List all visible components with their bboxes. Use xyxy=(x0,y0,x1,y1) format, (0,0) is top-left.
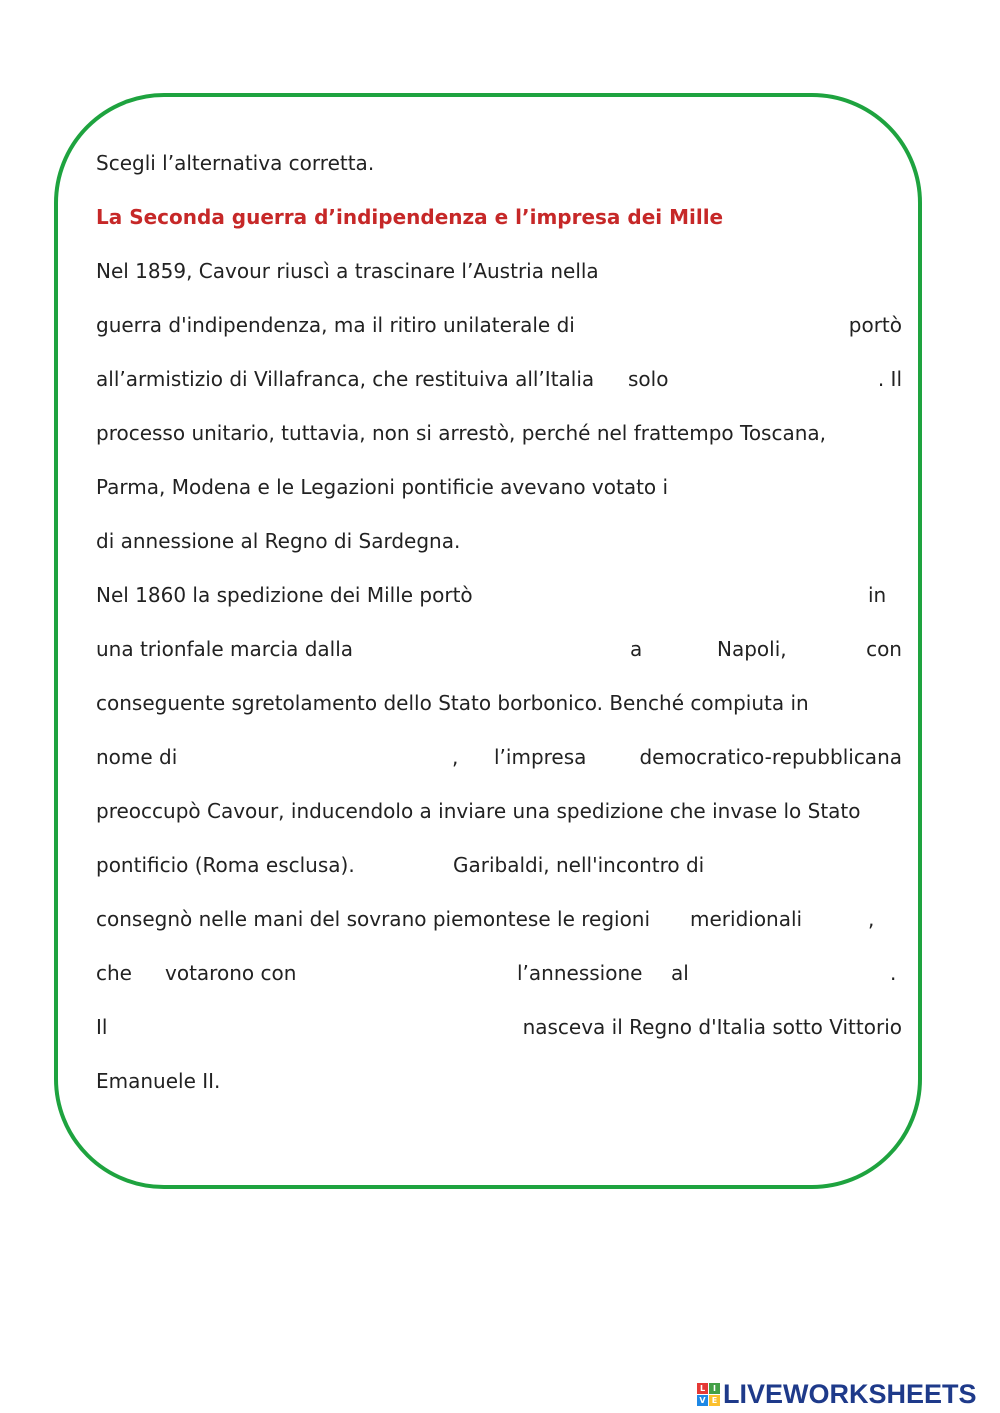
text-line-5: Parma, Modena e le Legazioni pontificie avevano votato i xyxy=(96,472,902,502)
answer-dropdown-5[interactable] xyxy=(376,636,616,662)
answer-dropdown-3[interactable] xyxy=(704,474,894,500)
worksheet-title: La Seconda guerra d’indipendenza e l’impresa dei Mille xyxy=(96,205,724,229)
liveworksheets-logo-text: LIVEWORKSHEETS xyxy=(723,1378,977,1409)
text-line-6: di annessione al Regno di Sardegna. xyxy=(96,529,461,553)
text-line-8: una trionfale marcia dalla a Napoli, con xyxy=(96,637,902,661)
text-line-11: preoccupò Cavour, inducendolo a inviare una spedizione che invase lo Stato xyxy=(96,799,861,823)
text-line-3: all’armistizio di Villafranca, che restituiva all’Italia solo . Il xyxy=(96,367,902,391)
liveworksheets-logo-icon: L I V E xyxy=(697,1383,720,1406)
text-line-15: Il nasceva il Regno d'Italia sotto Vittorio xyxy=(96,1015,902,1039)
answer-dropdown-10[interactable] xyxy=(120,1014,440,1040)
text-line-1: Nel 1859, Cavour riuscì a trascinare l’Austria nella xyxy=(96,259,599,283)
text-line-9: conseguente sgretolamento dello Stato borbonico. Benché compiuta in xyxy=(96,691,809,715)
answer-dropdown-4[interactable] xyxy=(506,582,856,608)
text-line-7: Nel 1860 la spedizione dei Mille portò in xyxy=(96,583,887,607)
text-line-16: Emanuele II. xyxy=(96,1069,221,1093)
text-line-12: pontificio (Roma esclusa). Garibaldi, nell'incontro di xyxy=(96,850,902,880)
text-line-14: che votarono con l’annessione al . xyxy=(96,961,897,985)
text-line-10: nome di , l’impresa democratico-repubblicana xyxy=(96,745,902,769)
answer-dropdown-1[interactable] xyxy=(608,312,828,338)
answer-dropdown-6[interactable] xyxy=(191,744,441,770)
answer-dropdown-9[interactable] xyxy=(700,960,880,986)
answer-dropdown-8[interactable] xyxy=(311,960,501,986)
instruction: Scegli l’alternativa corretta. xyxy=(96,151,375,175)
answer-dropdown-7[interactable] xyxy=(726,852,896,878)
text-line-2: guerra d'indipendenza, ma il ritiro unilaterale di portò xyxy=(96,313,902,337)
text-line-4: processo unitario, tuttavia, non si arrestò, perché nel frattempo Toscana, xyxy=(96,421,827,445)
answer-dropdown-2[interactable] xyxy=(681,366,871,392)
liveworksheets-logo xyxy=(697,1377,977,1411)
text-line-13: consegnò nelle mani del sovrano piemontese le regioni meridionali , xyxy=(96,907,875,931)
